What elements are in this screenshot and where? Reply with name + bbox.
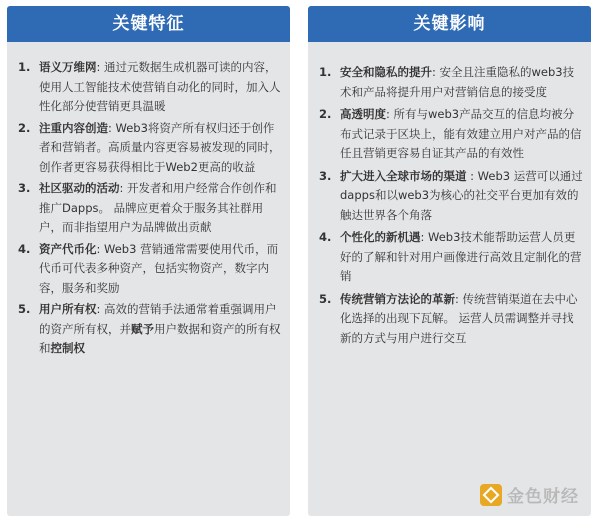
list-item bbox=[308, 105, 591, 164]
item-body: : 通过元数据生成机器可读的内容，使用人工智能技术使营销自动化的同时，加入人性化部分使营销更具温暖 bbox=[39, 60, 281, 113]
list-item bbox=[308, 63, 591, 102]
item-number: 2. bbox=[18, 120, 31, 135]
item-title: 资产代币化 bbox=[39, 241, 97, 256]
item-number: 3. bbox=[319, 168, 332, 183]
item-title: 扩大进入全球市场的渠道 bbox=[340, 168, 467, 183]
item-body: : 开发者和用户经常合作创作和推广Dapps。 品牌应更着众于服务其社群用户，而非指望用户为品牌做出贡献 bbox=[39, 181, 277, 234]
item-title: 语义万维网 bbox=[39, 60, 97, 74]
key-impacts-list bbox=[308, 42, 591, 348]
watermark bbox=[480, 482, 579, 507]
item-body: : Web3将资产所有权归还于创作者和营销者。高质量内容更容易被发现的同时，创作者更容易获得相比于Web2更高的收益 bbox=[39, 120, 281, 174]
item-number: 1. bbox=[319, 65, 332, 79]
item-title: 安全和隐私的提升 bbox=[340, 65, 432, 79]
list-item bbox=[7, 119, 290, 178]
list-item bbox=[7, 179, 290, 238]
item-number: 5. bbox=[319, 291, 332, 306]
key-features-list bbox=[7, 42, 290, 359]
list-item bbox=[308, 290, 591, 349]
list-item bbox=[7, 300, 290, 359]
item-title: 注重内容创造 bbox=[39, 120, 108, 135]
item-body: 用户数据和资产的所有权和 bbox=[39, 321, 281, 355]
item-body: : Web3技术能帮助运营人员更好的了解和针对用户画像进行高效且定制化的营销 bbox=[340, 230, 582, 283]
item-body-bold: 赋予 bbox=[131, 321, 154, 336]
item-body: : Web3 运营可以通过dapps和以web3为核心的社交平台更加有效的触达世界各个角落 bbox=[340, 168, 583, 222]
item-title: 高透明度 bbox=[340, 107, 386, 121]
item-body: : 高效的营销手法通常着重强调用户的资产所有权，并 bbox=[39, 302, 277, 336]
item-body: : 传统营销渠道在去中心化选择的出现下瓦解。 运营人员需调整并寻找新的方式与用户进行交互 bbox=[340, 291, 578, 345]
item-title: 用户所有权 bbox=[39, 302, 97, 316]
item-title: 社区驱动的活动 bbox=[39, 181, 120, 195]
list-item bbox=[308, 167, 591, 226]
list-item bbox=[7, 58, 290, 117]
item-number: 1. bbox=[18, 60, 31, 74]
item-number: 5. bbox=[18, 302, 31, 316]
list-item bbox=[7, 240, 290, 299]
item-number: 2. bbox=[319, 107, 332, 121]
key-features-panel bbox=[7, 6, 290, 516]
list-item bbox=[308, 228, 591, 287]
item-body: : 安全且注重隐私的web3技术和产品将提升用户对营销信息的接受度 bbox=[340, 65, 575, 99]
watermark-text: 金色财经 bbox=[507, 487, 579, 507]
item-title: 个性化的新机遇 bbox=[340, 230, 421, 244]
key-impacts-header: 关键影响 bbox=[308, 6, 591, 42]
jinse-logo-icon bbox=[480, 484, 502, 506]
item-number: 4. bbox=[319, 230, 332, 244]
item-number: 3. bbox=[18, 181, 31, 195]
item-body-bold: 控制权 bbox=[50, 341, 85, 355]
item-body: : 所有与web3产品交互的信息均被分布式记录于区块上，能有效建立用户对产品的信任且营销更容易自证其产品的有效性 bbox=[340, 107, 582, 160]
key-features-header: 关键特征 bbox=[7, 6, 290, 42]
item-body: : Web3 营销通常需要使用代币，而代币可代表多种资产，包括实物资产，数字内容，服务和奖励 bbox=[39, 241, 279, 295]
item-title: 传统营销方法论的革新 bbox=[340, 291, 455, 306]
key-impacts-panel bbox=[308, 6, 591, 516]
item-number: 4. bbox=[18, 241, 31, 256]
